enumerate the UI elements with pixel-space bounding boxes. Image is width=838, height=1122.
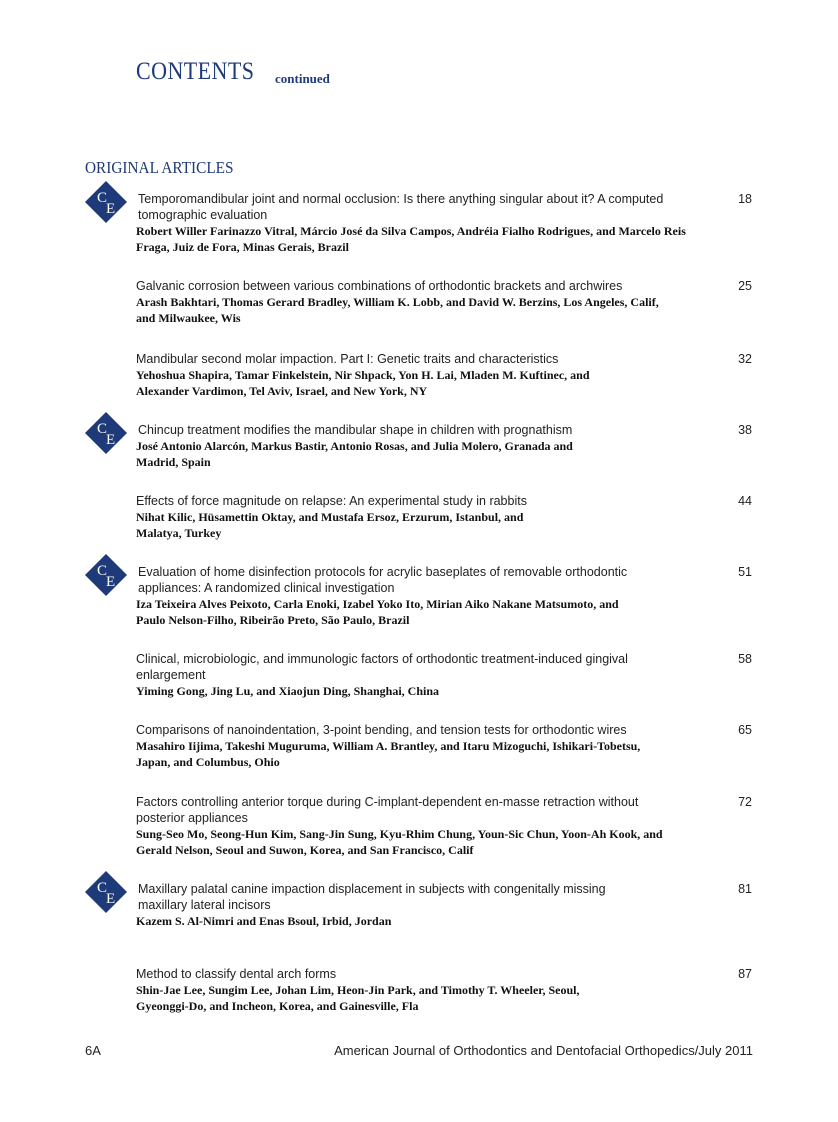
article-entry[interactable] <box>136 651 756 699</box>
article-authors: Yehoshua Shapira, Tamar Finkelstein, Nir Shpack, Yon H. Lai, Mladen M. Kuftinec, and Alexander Vardimon, Tel Aviv, Israel, and New York, NY <box>136 368 590 398</box>
article-authors: Nihat Kilic, Hüsamettin Oktay, and Mustafa Ersoz, Erzurum, Istanbul, and Malatya, Turkey <box>136 510 524 540</box>
ce-letter-e: E <box>106 891 116 907</box>
contents-header <box>136 58 330 86</box>
article-page: 51 <box>738 565 752 579</box>
article-title[interactable]: Effects of force magnitude on relapse: An experimental study in rabbits <box>136 494 527 508</box>
ce-letter-c: C <box>97 563 108 579</box>
article-authors: José Antonio Alarcón, Markus Bastir, Antonio Rosas, and Julia Molero, Granada and Madrid, Spain <box>136 439 573 469</box>
section-title: ORIGINAL ARTICLES <box>85 158 234 177</box>
article-page: 25 <box>738 279 752 293</box>
article-authors: Robert Willer Farinazzo Vitral, Márcio José da Silva Campos, Andréia Fialho Rodrigues, and Marcelo Reis Fraga, Juiz de Fora, Minas Gerais, Brazil <box>136 224 686 254</box>
ce-letter-c: C <box>97 421 108 437</box>
article-page: 72 <box>738 795 752 809</box>
ce-letter-c: C <box>97 880 108 896</box>
article-authors: Masahiro Iijima, Takeshi Muguruma, William A. Brantley, and Itaru Mizoguchi, Ishikari-Tobetsu, Japan, and Columbus, Ohio <box>136 739 641 769</box>
ce-letter-c: C <box>97 190 108 206</box>
article-entry[interactable] <box>136 794 756 858</box>
article-entry[interactable] <box>136 278 756 326</box>
article-page: 58 <box>738 652 752 666</box>
article-entry[interactable] <box>97 563 756 628</box>
article-entry[interactable] <box>136 493 756 541</box>
article-authors: Shin-Jae Lee, Sungim Lee, Johan Lim, Heon-Jin Park, and Timothy T. Wheeler, Seoul, Gyeonggi-Do, and Incheon, Korea, and Gainesville, Fla <box>136 983 580 1013</box>
article-page: 81 <box>738 882 752 896</box>
article-authors: Iza Teixeira Alves Peixoto, Carla Enoki, Izabel Yoko Ito, Mirian Aiko Nakane Matsumoto, and Paulo Nelson-Filho, Ribeirão Preto, São Paulo, Brazil <box>136 597 619 627</box>
article-title[interactable]: Comparisons of nanoindentation, 3-point bending, and tension tests for orthodontic wires <box>136 723 627 737</box>
journal-footer: American Journal of Orthodontics and Dentofacial Orthopedics/July 2011 <box>334 1043 753 1058</box>
ce-credit-icon <box>84 870 128 914</box>
ce-credit-icon <box>84 553 128 597</box>
article-page: 38 <box>738 423 752 437</box>
ce-credit-icon <box>84 180 128 224</box>
article-page: 18 <box>738 192 752 206</box>
article-title[interactable]: Factors controlling anterior torque during C-implant-dependent en-masse retraction without posterior appliances <box>136 795 639 825</box>
page-title: CONTENTS <box>136 58 255 85</box>
article-page: 87 <box>738 967 752 981</box>
ce-credit-icon <box>84 411 128 455</box>
article-entry[interactable] <box>136 722 756 770</box>
article-title[interactable]: Galvanic corrosion between various combinations of orthodontic brackets and archwires <box>136 279 623 293</box>
article-entry[interactable] <box>136 351 756 399</box>
article-title[interactable]: Evaluation of home disinfection protocols for acrylic baseplates of removable orthodontic appliances: A randomized clinical investigation <box>138 565 628 595</box>
article-entry[interactable] <box>97 190 756 255</box>
article-title[interactable]: Maxillary palatal canine impaction displacement in subjects with congenitally missing maxillary lateral incisors <box>138 882 606 912</box>
article-title[interactable]: Method to classify dental arch forms <box>136 967 337 981</box>
article-title[interactable]: Chincup treatment modifies the mandibular shape in children with prognathism <box>138 423 573 437</box>
page-number: 6A <box>85 1043 101 1058</box>
article-title[interactable]: Mandibular second molar impaction. Part I: Genetic traits and characteristics <box>136 352 559 366</box>
article-entry[interactable] <box>136 966 756 1014</box>
article-title[interactable]: Clinical, microbiologic, and immunologic factors of orthodontic treatment-induced gingival enlargement <box>136 652 628 682</box>
article-page: 44 <box>738 494 752 508</box>
article-page: 65 <box>738 723 752 737</box>
article-entry[interactable] <box>97 880 756 929</box>
article-page: 32 <box>738 352 752 366</box>
article-authors: Arash Bakhtari, Thomas Gerard Bradley, William K. Lobb, and David W. Berzins, Los Angeles, Calif, and Milwaukee, Wis <box>136 295 659 325</box>
ce-letter-e: E <box>106 574 116 590</box>
ce-letter-e: E <box>106 201 116 217</box>
article-authors: Kazem S. Al-Nimri and Enas Bsoul, Irbid, Jordan <box>136 914 392 928</box>
article-authors: Sung-Seo Mo, Seong-Hun Kim, Sang-Jin Sung, Kyu-Rhim Chung, Youn-Sic Chun, Yoon-Ah Kook, and Gerald Nelson, Seoul and Suwon, Korea, and San Francisco, Calif <box>136 827 663 857</box>
article-authors: Yiming Gong, Jing Lu, and Xiaojun Ding, Shanghai, China <box>136 684 439 698</box>
article-title[interactable]: Temporomandibular joint and normal occlusion: Is there anything singular about it? A computed tomographic evaluation <box>138 192 664 222</box>
page-subtitle: continued <box>275 71 330 86</box>
ce-letter-e: E <box>106 432 116 448</box>
article-entry[interactable] <box>97 421 756 470</box>
